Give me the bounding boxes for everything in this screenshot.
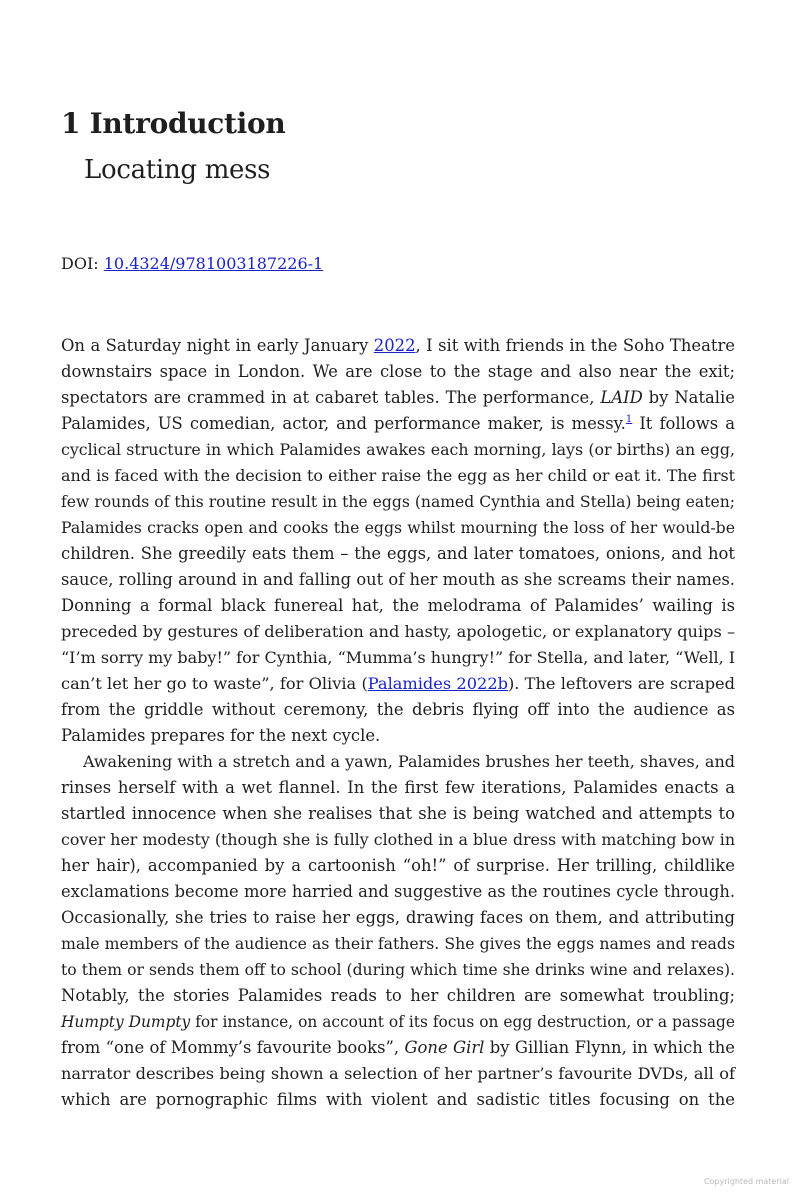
text-line: cover her modesty (though she is fully clothed in a blue dress with matching bow in [61,830,735,849]
text-line: narrator describes being shown a selection of her partner’s favourite DVDs, all of [61,1064,735,1083]
text-line: Occasionally, she tries to raise her eggs, drawing faces on them, and attributing [61,908,735,927]
copyright-watermark: Copyrighted material [703,1177,789,1186]
text-run: , I sit with friends in the Soho Theatre [415,336,735,355]
text-line: to them or sends them off to school (during which time she drinks wine and relaxes). [61,961,735,979]
text-line [61,1009,735,1035]
performance-title: LAID [600,388,643,407]
text-line: few rounds of this routine result in the eggs (named Cynthia and Stella) being eaten; [61,493,735,511]
doi-line [61,253,323,275]
text-line: children. She greedily eats them – the eggs, and later tomatoes, onions, and hot [61,544,735,563]
citation-link[interactable]: Palamides 2022b [367,674,508,693]
text-run: by Natalie [642,388,735,407]
chapter-subtitle: Locating mess [84,155,271,185]
text-line: sauce, rolling around in and falling out of her mouth as she screams their names. [61,570,735,589]
text-line: preceded by gestures of deliberation and hasty, apologetic, or explanatory quips – [61,622,736,641]
year-reference-link[interactable]: 2022 [373,336,416,355]
text-line [61,385,735,411]
text-line: and is faced with the decision to either raise the egg as her child or eat it. The first [61,466,735,485]
paragraph-2 [61,749,735,1113]
text-line: exclamations become more harried and suggestive as the routines cycle through. [61,882,735,901]
paragraph-1 [61,333,735,749]
text-run: ). The leftovers are scraped [507,674,735,693]
text-line: startled innocence when she realises that she is being watched and attempts to [61,804,735,823]
text-line: rinses herself with a wet flannel. In the first few iterations, Palamides enacts a [61,778,735,797]
text-line: cyclical structure in which Palamides awakes each morning, lays (or births) an egg, [61,440,735,459]
text-run: by Gillian Flynn, in which the [484,1038,735,1057]
text-run: spectators are crammed in at cabaret tables. The performance, [61,388,601,407]
book-title: Gone Girl [404,1038,485,1057]
footnote-link[interactable]: 1 [625,414,633,425]
text-line: downstairs space in London. We are close to the stage and also near the exit; [61,362,735,381]
text-run: It follows a [632,414,735,433]
text-line: from the griddle without ceremony, the debris flying off into the audience as [61,700,735,719]
text-line: her hair), accompanied by a cartoonish “oh!” of surprise. Her trilling, childlike [61,856,735,875]
text-line: Notably, the stories Palamides reads to her children are somewhat troubling; [61,986,735,1005]
text-run: Palamides, US comedian, actor, and performance maker, is messy. [61,414,626,433]
text-run: for instance, on account of its focus on egg destruction, or a passage [190,1013,735,1031]
text-run: can’t let her go to waste”, for Olivia ( [61,674,368,693]
text-run: On a Saturday night in early January [61,336,374,355]
text-line: Palamides prepares for the next cycle. [61,726,381,745]
chapter-heading: 1 Introduction [61,107,286,140]
doi-link[interactable]: 10.4324/9781003187226-1 [103,254,324,273]
text-line [61,1035,735,1061]
text-run: from “one of Mommy’s favourite books”, [61,1038,405,1057]
doi-label: DOI: [61,254,104,273]
text-line: which are pornographic films with violent and sadistic titles focusing on the [61,1090,735,1109]
text-line: male members of the audience as their fathers. She gives the eggs names and reads [61,934,735,953]
text-line: Awakening with a stretch and a yawn, Palamides brushes her teeth, shaves, and [83,752,735,771]
text-line [61,333,735,359]
book-title: Humpty Dumpty [61,1013,191,1031]
body-text [61,333,735,1113]
text-line: Palamides cracks open and cooks the eggs whilst mourning the loss of her would-be [61,518,735,537]
text-line [61,671,735,697]
text-line [61,411,735,437]
text-line: Donning a formal black funereal hat, the melodrama of Palamides’ wailing is [61,596,735,615]
text-line: “I’m sorry my baby!” for Cynthia, “Mumma’s hungry!” for Stella, and later, “Well, I [61,648,736,667]
